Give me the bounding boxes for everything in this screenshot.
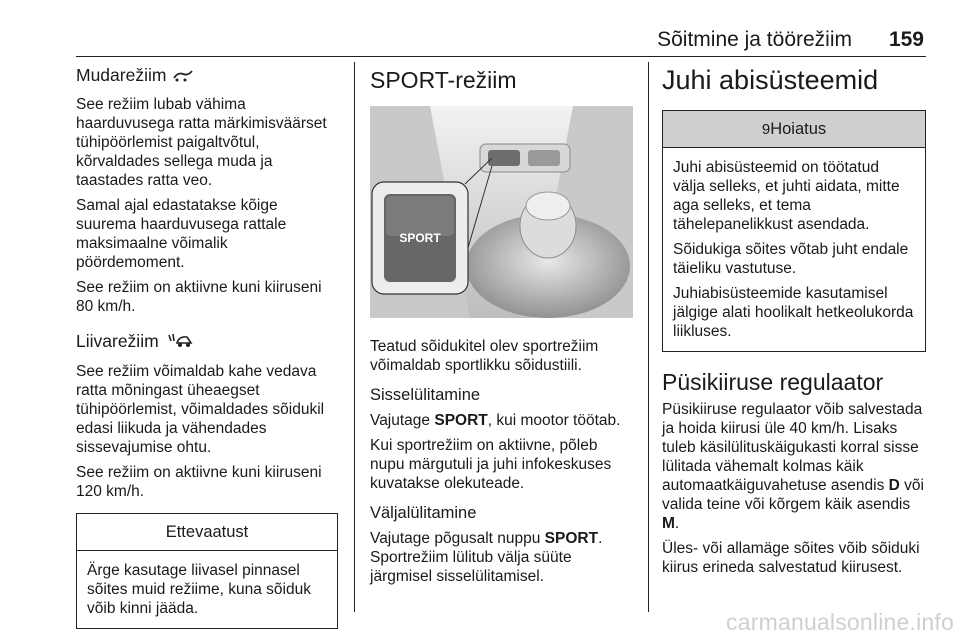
page-number: 159 [888,28,924,51]
section-title: Mudarežiim [76,64,338,87]
warning-box [662,110,926,352]
column-middle [370,64,635,592]
warning-text: Juhiabisüsteemide kasutamisel jälgige alati hoolikalt hetkeolukorda liikluses. [673,285,914,340]
caution-text: Ärge kasutage liivasel pinnasel sõites muid režiime, kuna sõiduk võib kinni jääda. [87,562,311,618]
paragraph: See režiim on aktiivne kuni kiiruseni 120 km/h. [76,464,322,501]
header-title: Sõitmine ja töörežiim [657,28,852,51]
section-title: Liivarežiim [76,330,338,354]
header-rule [76,56,926,57]
column-left [76,64,338,629]
mud-mode-icon [172,65,194,87]
subsection-title: Väljalülitamine [370,504,477,522]
paragraph: See režiim lubab vähima haarduvusega ratta märkimisväärset tühipöörlemist paigaltvõtul, kõrvaldades sellega muda ja taastades ratta veo. [76,96,327,190]
sport-button-photo [370,106,633,318]
section-title: Püsikiiruse regulaator [662,369,884,395]
section-title: SPORT-režiim [370,67,517,93]
column-divider [354,62,355,612]
paragraph: See režiim on aktiivne kuni kiiruseni 80 km/h. [76,279,322,316]
watermark: carmanualsonline.info [726,609,954,635]
subsection-title: Sisselülitamine [370,386,481,404]
paragraph: Vajutage põgusalt nuppu SPORT. Sportrežiim lülitub välja süüte järgmisel sisselülitamisel. [370,530,603,585]
paragraph: Samal ajal edastatakse kõige suurema haarduvusega rattale maksimaalne võimalik pöördemoment. [76,197,287,272]
column-right [662,64,926,583]
paragraph: See režiim võimaldab kahe vedava ratta mõningast üheaegset tühipöörlemist, võimaldades sõidukil edasi liikuda ja vähendades sissevajumise ohtu. [76,363,325,457]
section-title: Juhi abisüsteemid [662,65,879,95]
caution-box [76,513,338,629]
warning-text: Sõidukiga sõites võtab juht endale täieliku vastutuse. [673,241,909,277]
paragraph: Vajutage SPORT, kui mootor töötab. [370,412,621,429]
caution-heading: Ettevaatust [77,514,337,551]
paragraph: Üles- või allamäge sõites võib sõiduki kiirus erineda salvestatud kiirusest. [662,540,920,576]
sport-label: SPORT [399,231,441,245]
warning-heading: 9Hoiatus [663,111,925,148]
page-header [0,28,960,50]
paragraph: Kui sportrežiim on aktiivne, põleb nupu märgutuli ja juhi infokeskuses kuvatakse olekuteade. [370,437,612,492]
sand-mode-icon [165,331,193,354]
paragraph: Teatud sõidukitel olev sportrežiim võimaldab sportlikku sõidustiili. [370,338,599,374]
warning-icon: 9 [761,121,771,138]
paragraph: Püsikiiruse regulaator võib salvestada ja hoida kiirusi üle 40 km/h. Lisaks tuleb käsilülituskäigukasti korral sisse lülitada vähemalt kolmas käik automaatkäiguvahetuse asendis D või valida teine või kõrgem käik asendis M. [662,401,924,532]
warning-text: Juhi abisüsteemid on töötatud välja selleks, et juhti aidata, mitte aga selleks, et tema tähelepanelikkust asendada. [673,159,900,233]
column-divider [648,62,649,612]
